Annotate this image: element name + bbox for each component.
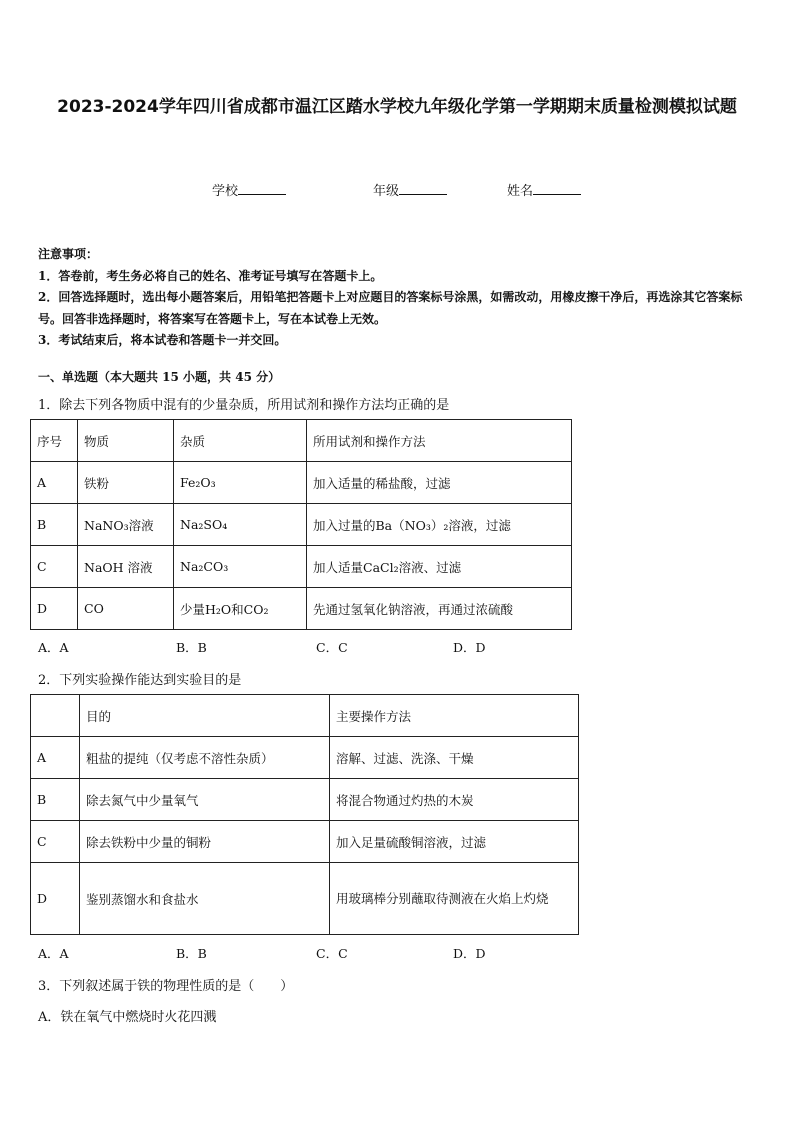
table-cell: D [31,863,80,935]
table-cell: 加入过量的Ba（NO₃）₂溶液，过滤 [307,504,572,546]
table-cell: B [31,779,80,821]
table-cell: A [31,462,78,504]
notes-heading: 注意事项： [38,247,99,261]
q2-options [38,944,598,962]
table-cell: 用玻璃棒分别蘸取待测液在火焰上灼烧 [330,863,579,935]
q2-option-c: C．C [316,946,348,961]
header-cell: 主要操作方法 [330,695,579,737]
table-cell: 加入足量硫酸铜溶液，过滤 [330,821,579,863]
table-cell: 先通过氢氧化钠溶液，再通过浓硫酸 [307,588,572,630]
notes-block [38,244,763,352]
school-field [212,180,286,199]
q1-option-a: A．A [38,640,69,655]
q3-stem: 3．下列叙述属于铁的物理性质的是（ ） [38,979,294,994]
table-cell: Na₂SO₄ [174,504,307,546]
q1-stem: 1．除去下列各物质中混有的少量杂质，所用试剂和操作方法均正确的是 [38,398,450,413]
table-row [31,462,572,504]
school-blank [238,180,286,195]
header-cell: 序号 [31,420,78,462]
q2-option-d: D．D [453,946,486,961]
table-cell: 粗盐的提纯（仅考虑不溶性杂质） [80,737,330,779]
school-label: 学校 [212,184,239,199]
table-cell: 除去氮气中少量氧气 [80,779,330,821]
table-cell: A [31,737,80,779]
table-cell: 铁粉 [78,462,174,504]
q2-table [30,694,579,935]
grade-field [373,180,447,199]
name-blank [533,180,581,195]
table-cell: Na₂CO₃ [174,546,307,588]
student-info-row [0,180,794,200]
q2-option-a: A．A [38,946,69,961]
table-cell: 少量H₂O和CO₂ [174,588,307,630]
table-cell: NaNO₃溶液 [78,504,174,546]
table-cell: 将混合物通过灼热的木炭 [330,779,579,821]
q1-table [30,419,572,630]
table-cell: 除去铁粉中少量的铜粉 [80,821,330,863]
header-cell: 物质 [78,420,174,462]
table-cell: C [31,546,78,588]
header-cell: 目的 [80,695,330,737]
q3-option-a: A．铁在氧气中燃烧时火花四溅 [38,1010,217,1025]
name-field [507,180,581,199]
table-row [31,737,579,779]
table-cell: C [31,821,80,863]
table-cell: 溶解、过滤、洗涤、干燥 [330,737,579,779]
header-cell: 杂质 [174,420,307,462]
q1-option-d: D．D [453,640,486,655]
grade-blank [399,180,447,195]
table-row [31,863,579,935]
table-row [31,779,579,821]
table-cell: 加入适量的稀盐酸，过滤 [307,462,572,504]
q2-stem: 2．下列实验操作能达到实验目的是 [38,673,242,688]
section-heading: 一、单选题（本大题共 15 小题，共 45 分） [38,370,281,384]
q1-option-c: C．C [316,640,348,655]
table-row [31,504,572,546]
header-cell [31,695,80,737]
table-row [31,821,579,863]
note-item: 3．考试结束后，将本试卷和答题卡一并交回。 [38,333,287,347]
table-cell: Fe₂O₃ [174,462,307,504]
q1-options [38,638,598,656]
table-cell: CO [78,588,174,630]
q1-option-b: B．B [176,640,207,655]
q2-option-b: B．B [176,946,207,961]
table-cell: NaOH 溶液 [78,546,174,588]
table-row [31,588,572,630]
table-header-row [31,695,579,737]
grade-label: 年级 [373,184,400,199]
note-item: 1．答卷前，考生务必将自己的姓名、准考证号填写在答题卡上。 [38,268,383,283]
table-header-row [31,420,572,462]
note-item: 2．回答选择题时，选出每小题答案后，用铅笔把答题卡上对应题目的答案标号涂黑，如需改动，用橡皮擦干净后，再选涂其它答案标号。回答非选择题时，将答案写在答题卡上，写在本试卷上无效。 [38,290,743,326]
name-label: 姓名 [507,184,534,199]
table-cell: 鉴别蒸馏水和食盐水 [80,863,330,935]
table-cell: B [31,504,78,546]
page-title: 2023-2024学年四川省成都市温江区踏水学校九年级化学第一学期期末质量检测模拟试题 [57,97,737,117]
table-cell: D [31,588,78,630]
header-cell: 所用试剂和操作方法 [307,420,572,462]
table-row [31,546,572,588]
table-cell: 加人适量CaCl₂溶液、过滤 [307,546,572,588]
